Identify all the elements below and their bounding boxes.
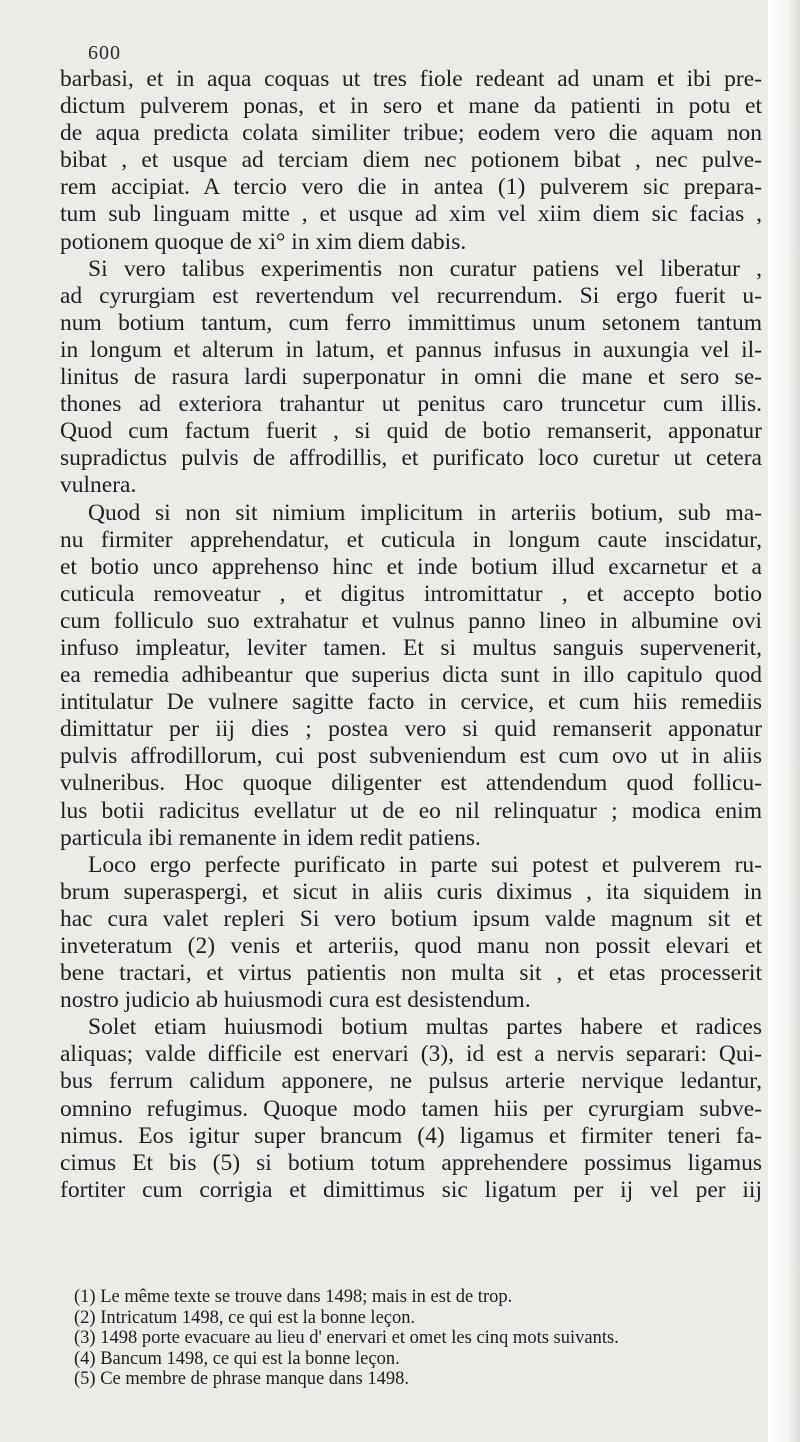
- text-line: pulvis affrodillorum, cui post subveniendum est cum ovo ut in aliis: [60, 743, 762, 770]
- text-line: bus ferrum calidum apponere, ne pulsus arterie nervique ledantur,: [60, 1068, 762, 1095]
- page-number: 600: [88, 42, 121, 64]
- text-line: in longum et alterum in latum, et pannus infusus in auxungia vel il-: [60, 336, 762, 363]
- footnote: (4) Bancum 1498, ce qui est la bonne leçon.: [74, 1348, 400, 1369]
- text-line: num botium tantum, cum ferro immittimus unum setonem tantum: [60, 309, 762, 336]
- text-line: fortiter cum corrigia et dimittimus sic ligatum per ij vel per iij: [60, 1176, 762, 1203]
- text-line: Quod si non sit nimium implicitum in arteriis botium, sub ma-: [88, 499, 762, 526]
- text-line: et botio unco apprehenso hinc et inde botium illud excarnetur et a: [60, 553, 762, 580]
- text-line: de aqua predicta colata similiter tribue; eodem vero die aquam non: [60, 120, 762, 147]
- text-line: cimus Et bis (5) si botium totum apprehendere possimus ligamus: [60, 1149, 762, 1176]
- text-line: Solet etiam huiusmodi botium multas partes habere et radices: [88, 1014, 762, 1041]
- text-line: dimittatur per iij dies ; postea vero si quid remanserit apponatur: [60, 716, 762, 743]
- text-line: inveteratum (2) venis et arteriis, quod manu non possit elevari et: [60, 933, 762, 959]
- text-line: ad cyrurgiam est revertendum vel recurrendum. Si ergo fuerit u-: [60, 282, 762, 309]
- text-line: particula ibi remanente in idem redit patiens.: [60, 824, 481, 851]
- text-line: vulneribus. Hoc quoque diligenter est attendendum quod follicu-: [60, 770, 762, 797]
- text-line: bibat , et usque ad terciam diem nec potionem bibat , nec pulve-: [60, 147, 762, 174]
- text-line: cum folliculo suo extrahatur et vulnus panno lineo in albumine ovi: [60, 607, 762, 634]
- text-line: aliquas; valde difficile est enervari (3), id est a nervis separari: Qui-: [60, 1041, 762, 1068]
- text-line: brum superaspergi, et sicut in aliis curis diximus , ita siquidem in: [60, 878, 762, 905]
- text-line: tum sub linguam mitte , et usque ad xim vel xiim diem sic facias ,: [60, 201, 762, 228]
- text-line: lus botii radicitus evellatur ut de eo nil relinquatur ; modica enim: [60, 797, 762, 824]
- footnotes: [74, 1287, 764, 1390]
- text-line: Loco ergo perfecte purificato in parte sui potest et pulverem ru-: [88, 851, 762, 878]
- text-line: linitus de rasura lardi superponatur in omni die mane et sero se-: [60, 364, 762, 391]
- footnote: (3) 1498 porte evacuare au lieu d' enervari et omet les cinq mots suivants.: [74, 1328, 619, 1349]
- text-line: nu firmiter apprehendatur, et cuticula in longum caute inscidatur,: [60, 526, 762, 553]
- text-line: cuticula removeatur , et digitus intromittatur , et accepto botio: [60, 580, 762, 607]
- text-line: intitulatur De vulnere sagitte facto in cervice, et cum hiis remediis: [60, 689, 762, 716]
- text-line: nostro judicio ab huiusmodi cura est desistendum.: [60, 987, 531, 1014]
- page-edge: [768, 0, 800, 1442]
- text-line: infuso impleatur, leviter tamen. Et si multus sanguis supervenerit,: [60, 634, 762, 661]
- footnote: (5) Ce membre de phrase manque dans 1498.: [74, 1369, 409, 1390]
- text-line: vulnera.: [60, 472, 137, 499]
- text-line: Quod cum factum fuerit , si quid de botio remanserit, apponatur: [60, 418, 762, 445]
- text-line: rem accipiat. A tercio vero die in antea (1) pulverem sic prepara-: [60, 174, 762, 201]
- text-line: omnino refugimus. Quoque modo tamen hiis per cyrurgiam subve-: [60, 1095, 762, 1122]
- text-line: potionem quoque de xi° in xim diem dabis.: [60, 228, 467, 255]
- main-text: [60, 66, 762, 1204]
- text-line: supradictus pulvis de affrodillis, et purificato loco curetur ut cetera: [60, 445, 762, 472]
- text-line: bene tractari, et virtus patientis non multa sit , et etas processerit: [60, 960, 762, 987]
- text-line: thones ad exteriora trahantur ut penitus caro truncetur cum illis.: [60, 391, 762, 418]
- text-line: dictum pulverem ponas, et in sero et mane da patienti in potu et: [60, 93, 762, 120]
- footnote: (1) Le même texte se trouve dans 1498; mais in est de trop.: [74, 1287, 513, 1307]
- text-line: hac cura valet repleri Si vero botium ipsum valde magnum sit et: [60, 905, 762, 932]
- text-line: barbasi, et in aqua coquas ut tres fiole redeant ad unam et ibi pre-: [60, 66, 762, 92]
- text-line: nimus. Eos igitur super brancum (4) ligamus et firmiter teneri fa-: [60, 1122, 762, 1149]
- text-line: Si vero talibus experimentis non curatur patiens vel liberatur ,: [88, 255, 762, 282]
- text-line: ea remedia adhibeantur que superius dicta sunt in illo capitulo quod: [60, 662, 762, 689]
- footnote: (2) Intricatum 1498, ce qui est la bonne leçon.: [74, 1307, 416, 1328]
